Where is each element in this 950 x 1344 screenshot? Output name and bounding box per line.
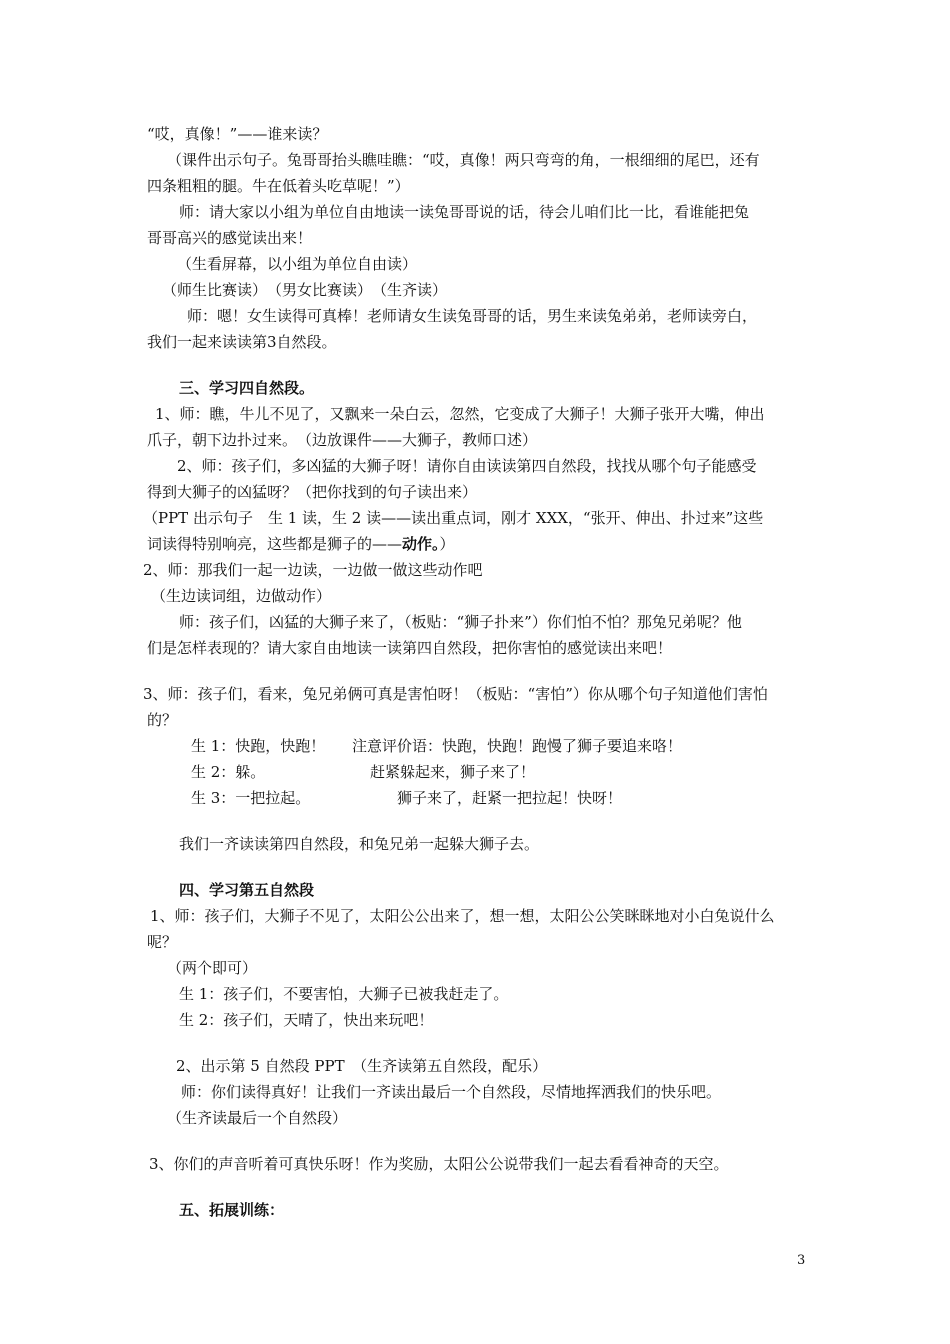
text-line: （生边读词组，边做动作）: [151, 587, 332, 605]
text-line: 我们一齐读读第四自然段，和兔兄弟一起躲大狮子去。: [179, 835, 540, 853]
text-line: 生 1：孩子们，不要害怕，大狮子已被我赶走了。: [179, 985, 509, 1003]
text-line: 我们一起来读读第3自然段。: [147, 333, 337, 351]
text-line: 师：请大家以小组为单位自由地读一读兔哥哥说的话，待会儿咱们比一比，看谁能把兔: [179, 203, 750, 221]
text-line: 2、师：孩子们，多凶猛的大狮子呀！请你自由读读第四自然段，找找从哪个句子能感受: [177, 457, 757, 475]
text-line: 生 1：快跑，快跑！: [191, 737, 326, 755]
text-line: 师：孩子们，凶猛的大狮子来了，（板贴：“狮子扑来”）你们怕不怕？那兔兄弟呢？他: [179, 613, 742, 631]
text-line: （PPT 出示句子 生 1 读，生 2 读——读出重点词，刚才 XXX，“张开、伸出、扑过来”这些: [143, 509, 764, 527]
text-line: 1、师：瞧，牛儿不见了，又飘来一朵白云，忽然，它变成了大狮子！大狮子张开大嘴，伸出: [155, 405, 765, 423]
text-line: 2、出示第 5 自然段 PPT （生齐读第五自然段，配乐）: [176, 1057, 548, 1075]
section-heading: 五、拓展训练：: [179, 1201, 285, 1219]
text-line: 哥哥高兴的感觉读出来！: [147, 229, 313, 247]
text-line: 师：你们读得真好！让我们一齐读出最后一个自然段，尽情地挥洒我们的快乐吧。: [181, 1083, 722, 1101]
text-line: 四条粗粗的腿。牛在低着头吃草呢！”）: [147, 177, 410, 195]
page-number: 3: [797, 1253, 806, 1268]
section-heading: 三、学习四自然段。: [179, 379, 315, 397]
text-line: （生齐读最后一个自然段）: [167, 1109, 348, 1127]
text-line: 爪子，朝下边扑过来。 （边放课件——大狮子，教师口述）: [147, 431, 538, 449]
text-line: 3、师：孩子们，看来，兔兄弟俩可真是害怕呀！（板贴：“害怕”）你从哪个句子知道他们害怕: [143, 685, 768, 703]
text-line: 的？: [147, 711, 178, 729]
text-line: 狮子来了，赶紧一把拉起！快呀！: [397, 789, 623, 807]
text-line: 师：嗯！女生读得可真棒！老师请女生读兔哥哥的话，男生来读兔弟弟，老师读旁白，: [187, 307, 758, 325]
emphasis-text: 动作。: [402, 535, 440, 553]
text-line: （师生比赛读） （男女比赛读） （生齐读）: [162, 281, 448, 299]
text-line: 们是怎样表现的？请大家自由地读一读第四自然段，把你害怕的感觉读出来吧！: [147, 639, 673, 657]
text-line: 呢？: [147, 933, 178, 951]
text-line: （两个即可）: [167, 959, 258, 977]
text-span: 词读得特别响亮，这些都是狮子的——: [147, 535, 403, 553]
text-line: 2、师：那我们一起一边读，一边做一做这些动作吧: [143, 561, 483, 579]
text-line: 生 3：一把拉起。: [191, 789, 311, 807]
text-line: 注意评价语：快跑，快跑！跑慢了狮子要追来咯！: [352, 737, 683, 755]
text-line: 生 2：躲。: [191, 763, 266, 781]
text-line: [147, 531, 455, 557]
text-line: 赶紧躲起来，狮子来了！: [370, 763, 536, 781]
text-line: 得到大狮子的凶猛呀？（把你找到的句子读出来）: [147, 483, 478, 501]
text-line: （课件出示句子。兔哥哥抬头瞧哇瞧：“哎，真像！两只弯弯的角，一根细细的尾巴，还有: [167, 151, 760, 169]
text-line: “哎，真像！”——谁来读？: [147, 125, 328, 143]
text-line: 3、你们的声音听着可真快乐呀！作为奖励，太阳公公说带我们一起去看看神奇的天空。: [149, 1155, 729, 1173]
text-span: ）: [439, 535, 455, 553]
text-line: 1、师：孩子们，大狮子不见了，太阳公公出来了，想一想，太阳公公笑眯眯地对小白兔说什么: [150, 907, 775, 925]
text-line: 生 2：孩子们，天晴了，快出来玩吧！: [179, 1011, 434, 1029]
text-line: （生看屏幕，以小组为单位自由读）: [177, 255, 418, 273]
section-heading: 四、学习第五自然段: [179, 881, 315, 899]
